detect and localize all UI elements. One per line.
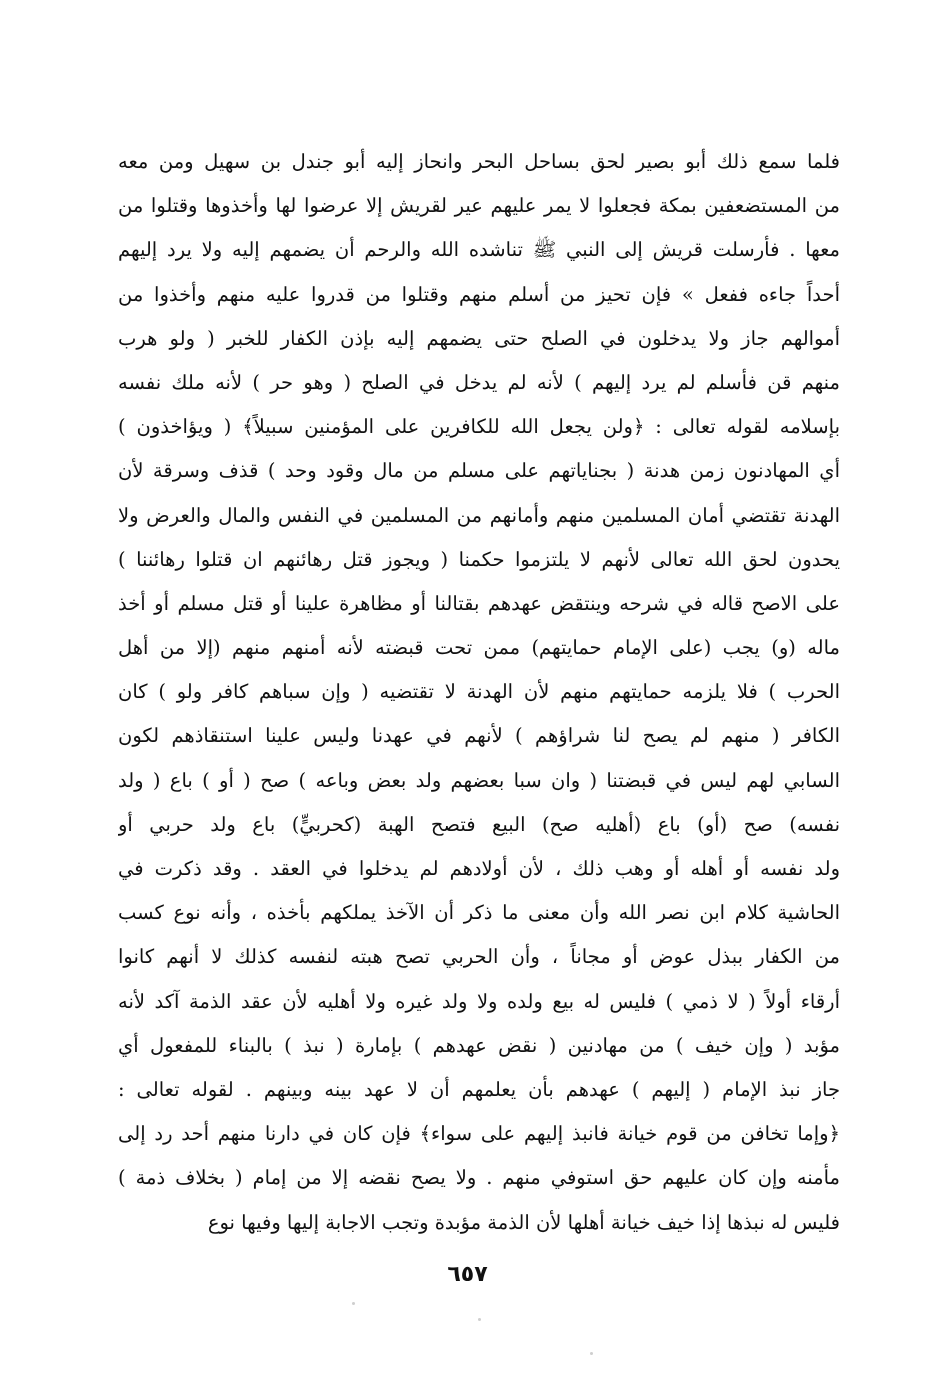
text-line: جاز نبذ الإمام ( إليهم ) عهدهم بأن يعلمهم أن لا عهد بينه وبينهم . لقوله تعالى : xyxy=(118,1077,840,1101)
text-line: مأمنه وإن كان عليهم حق استوفي منهم . ولا يصح نقضه إلا من إمام ( بخلاف ذمة ) xyxy=(118,1166,840,1190)
text-line: أي المهادنون زمن هدنة ( بجناياتهم على مسلم من مال وقود وحد ) قذف وسرقة لأن xyxy=(118,459,840,483)
text-line: الحرب ) فلا يلزمه حمايتهم منهم لأن الهدنة لا تقتضيه ( وإن سباهم كافر ولو ) كان xyxy=(118,680,840,704)
text-line: أحداً جاءه ففعل » فإن تحيز من أسلم منهم وقتلوا من قدروا عليه منهم وأخذوا من xyxy=(118,282,840,306)
text-line: ولد نفسه أو أهله أو وهب ذلك ، لأن أولادهم لم يدخلوا في العقد . وقد ذكرت في xyxy=(118,857,840,880)
scan-speck xyxy=(478,1318,481,1321)
body-text xyxy=(118,140,840,1245)
text-line: من المستضعفين بمكة فجعلوا لا يمر عليهم عير لقريش إلا عرضوا لها وأخذوها وقتلوا من xyxy=(118,194,840,218)
text-line: ﴿وإما تخافن من قوم خيانة فانبذ إليهم على سواء﴾ فإن كان في دارنا منهم أحد رد إلى xyxy=(118,1122,840,1146)
text-line: مؤبد ( وإن خيف ) من مهادنين ( نقض عهدهم ) بإمارة ( نبذ ) بالبناء للمفعول أي xyxy=(118,1033,840,1057)
text-line: السابي لهم ليس في قبضتنا ( وان سبا بعضهم ولد بعض وباعه ) صح ( أو ) باع ( ولد xyxy=(118,768,840,792)
scan-speck xyxy=(352,1302,355,1305)
text-line: الهدنة تقتضي أمان المسلمين منهم وأمانهم من المسلمين في النفس والمال والعرض ولا xyxy=(118,503,840,527)
text-line: الحاشية كلام ابن نصر الله وأن معنى ما ذكر أن الآخذ يملكهم بأخذه ، وأنه نوع كسب xyxy=(118,901,840,925)
scan-speck xyxy=(590,1352,593,1355)
text-line: أرقاء أولاً ( لا ذمي ) فليس له بيع ولده ولا ولد غيره ولا أهليه لأن عقد الذمة آكد لأنه xyxy=(118,989,840,1013)
text-line: ماله (و) يجب (على الإمام حمايتهم) ممن تحت قبضته لأنه أمنهم منهم (إلا من أهل xyxy=(118,636,840,660)
text-line: الكافر ( منهم لم يصح لنا شراؤهم ) لأنهم في عهدنا وليس علينا استنقاذهم لكون xyxy=(118,724,840,748)
text-line: فلما سمع ذلك أبو بصير لحق بساحل البحر وانحاز إليه أبو جندل بن سهيل ومن معه xyxy=(118,150,840,173)
text-line: على الاصح قاله في شرحه وينتقض عهدهم بقتالنا أو مظاهرة علينا أو قتل مسلم أو أخذ xyxy=(118,591,840,615)
text-line: يحدون لحق الله تعالى لأنهم لا يلتزموا حكمنا ( ويجوز قتل رهائنهم ان قتلوا رهائننا ) xyxy=(118,547,840,571)
text-line: منهم قن فأسلم لم يرد إليهم ) لأنه لم يدخل في الصلح ( وهو حر ) لأنه ملك نفسه xyxy=(118,370,840,394)
page-number: ٦٥٧ xyxy=(447,1262,488,1287)
text-line: من الكفار ببذل عوض أو مجاناً ، وأن الحربي تصح هبته لنفسه كذلك لا أنهم كانوا xyxy=(118,945,840,969)
text-line: أموالهم جاز ولا يدخلون في الصلح حتى يضمهم إليه بإذن الكفار للخبر ( ولو هرب xyxy=(118,326,840,350)
text-line: بإسلامه لقوله تعالى : ﴿ولن يجعل الله للكافرين على المؤمنين سبيلاً﴾ ( ويؤاخذون ) xyxy=(118,415,840,439)
text-line: فليس له نبذها إذا خيف خيانة أهلها لأن الذمة مؤبدة وتجب الاجابة إليها وفيها نوع xyxy=(207,1210,840,1234)
text-line: نفسه) صح (أو) باع (أهليه صح) البيع فتصح الهبة (كحربيٍّ) باع ولد حربي أو xyxy=(118,812,840,836)
text-line: معها . فأرسلت قريش إلى النبي ﷺ تناشده الله والرحم أن يضمهم إليه ولا يرد إليهم xyxy=(118,238,840,262)
